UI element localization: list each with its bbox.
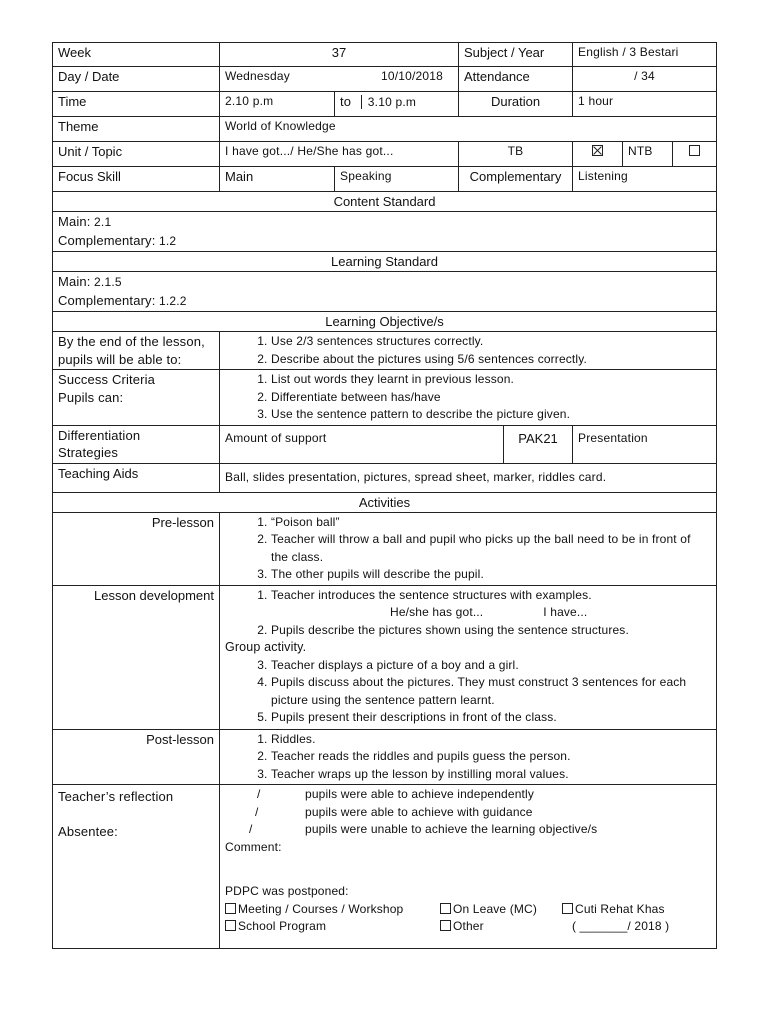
list-item: 4. Pupils discuss about the pictures. They must construct 3 sentences for each picture using the sentence pattern learnt.: [271, 674, 711, 709]
objectives-row: [53, 332, 717, 370]
success-label-1: Success Criteria: [58, 372, 156, 387]
list-item: 3. Use the sentence pattern to describe the picture given.: [271, 406, 711, 424]
theme-label: Theme: [53, 117, 220, 142]
objectives-title: Learning Objective/s: [53, 312, 717, 332]
reflection-text-3: pupils were unable to achieve the learning objective/s: [305, 822, 598, 836]
week-label: Week: [53, 43, 220, 67]
content-standard-title: Content Standard: [53, 192, 717, 212]
pak-label: PAK21: [504, 425, 573, 463]
unit-value: I have got.../ He/She has got...: [220, 142, 459, 167]
date-blank[interactable]: ( _______/ 2018 ): [572, 919, 670, 933]
reflection-line-1: [225, 786, 711, 804]
differentiation-value: Amount of support: [220, 425, 504, 463]
pre-lesson-label: Pre-lesson: [53, 512, 220, 585]
differentiation-label: [53, 425, 220, 463]
day-label: Day / Date: [53, 67, 220, 92]
reflection-label-cell: [53, 785, 220, 949]
reflection-line-3: [225, 821, 711, 839]
success-list: [225, 371, 711, 424]
success-row: [53, 370, 717, 426]
post-lesson-cell: [220, 729, 717, 785]
tb-checked-icon[interactable]: [592, 145, 603, 156]
list-item: 2. Differentiate between has/have: [271, 389, 711, 407]
postponed-options-2: [225, 918, 711, 936]
reflection-line-2: [225, 804, 711, 822]
option-school[interactable]: [225, 918, 440, 936]
time-range-cell: [335, 92, 459, 117]
checkbox-icon[interactable]: [562, 903, 573, 914]
development-list-a: [225, 587, 711, 605]
teaching-aids-value: Ball, slides presentation, pictures, spread sheet, marker, riddles card.: [220, 463, 717, 492]
absentee-label: Absentee:: [58, 823, 118, 839]
pre-lesson-list: [225, 514, 711, 584]
lesson-plan-sheet: [52, 42, 716, 949]
attendance-value: / 34: [573, 67, 717, 92]
list-item: 2. Describe about the pictures using 5/6 sentences correctly.: [271, 351, 711, 369]
option-leave-label: On Leave (MC): [453, 901, 537, 916]
attendance-label: Attendance: [459, 67, 573, 92]
subject-value: English / 3 Bestari: [573, 43, 717, 67]
learning-standard-row: [53, 272, 717, 312]
post-lesson-label: Post-lesson: [53, 729, 220, 785]
slash-mark: /: [255, 804, 259, 819]
learning-standard-cell: [53, 272, 717, 312]
differentiation-label-2: Strategies: [58, 445, 119, 460]
checkbox-icon[interactable]: [440, 903, 451, 914]
reflection-label: Teacher’s reflection: [58, 789, 174, 804]
pak-value: Presentation: [573, 425, 717, 463]
theme-row: [53, 117, 717, 142]
list-item: 1. List out words they learnt in previous lesson.: [271, 371, 711, 389]
checkbox-icon[interactable]: [225, 920, 236, 931]
content-standard-cell: [53, 212, 717, 252]
unit-row: [53, 142, 717, 167]
objectives-list: [225, 333, 711, 368]
ls-main-label: Main:: [58, 274, 91, 289]
pre-lesson-row: [53, 512, 717, 585]
success-label-2: Pupils can:: [58, 389, 124, 405]
comp-skill-value: Listening: [573, 167, 717, 192]
option-meeting[interactable]: [225, 901, 440, 919]
reflection-row: [53, 785, 717, 949]
lesson-plan-table: [52, 42, 717, 949]
date-value: 10/10/2018: [380, 69, 444, 83]
subject-label: Subject / Year: [459, 43, 573, 67]
lesson-development-label: Lesson development: [53, 585, 220, 729]
activities-title: Activities: [53, 492, 717, 512]
postponed-label: PDPC was postponed:: [225, 884, 349, 898]
to-label: to: [340, 94, 352, 109]
option-cuti-label: Cuti Rehat Khas: [575, 901, 665, 916]
time-start: 2.10 p.m: [220, 92, 335, 117]
objectives-label: [53, 332, 220, 370]
list-item: 5. Pupils present their descriptions in front of the class.: [271, 709, 711, 727]
list-item: 1. Use 2/3 sentences structures correctly.: [271, 333, 711, 351]
reflection-cell: [220, 785, 717, 949]
day-value: Wednesday: [225, 69, 290, 83]
learning-standard-header: [53, 252, 717, 272]
pre-lesson-cell: [220, 512, 717, 585]
objectives-list-cell: [220, 332, 717, 370]
example-a: He/she has got...: [390, 605, 484, 619]
unit-label: Unit / Topic: [53, 142, 220, 167]
ls-comp-label: Complementary:: [58, 292, 156, 308]
list-item: 3. Teacher wraps up the lesson by instilling moral values.: [271, 766, 711, 784]
objectives-header: [53, 312, 717, 332]
development-list-c: [225, 657, 711, 727]
day-date-cell: [220, 67, 459, 92]
list-item: 1. Teacher introduces the sentence structures with examples.: [271, 587, 711, 605]
differentiation-label-1: Differentiation: [58, 427, 141, 443]
option-cuti[interactable]: [562, 902, 665, 916]
sentence-examples: [225, 604, 711, 622]
ntb-label: NTB: [623, 142, 673, 167]
tb-label: TB: [459, 142, 573, 167]
teaching-aids-label: Teaching Aids: [53, 463, 220, 492]
objectives-label-1: By the end of the lesson,: [58, 334, 205, 349]
group-activity-label: Group activity.: [225, 640, 307, 654]
activities-header: [53, 492, 717, 512]
teaching-aids-row: [53, 463, 717, 492]
checkbox-icon[interactable]: [225, 903, 236, 914]
ls-comp-value: 1.2.2: [158, 293, 187, 308]
list-item: 2. Teacher reads the riddles and pupils guess the person.: [271, 748, 711, 766]
lesson-development-cell: [220, 585, 717, 729]
cs-main-label: Main:: [58, 214, 91, 229]
ntb-unchecked-icon[interactable]: [689, 145, 700, 156]
time-end: 3.10 p.m: [361, 95, 416, 109]
slash-mark: /: [257, 787, 261, 801]
time-label: Time: [53, 92, 220, 117]
ls-main-value: 2.1.5: [94, 275, 122, 289]
list-item: 2. Pupils describe the pictures shown using the sentence structures.: [271, 622, 711, 640]
list-item: 2. Teacher will throw a ball and pupil who picks up the ball need to be in front of the class.: [271, 531, 711, 566]
day-row: [53, 67, 717, 92]
duration-label: Duration: [459, 92, 573, 117]
time-row: [53, 92, 717, 117]
tb-checkbox-cell[interactable]: [573, 142, 623, 167]
success-label: [53, 370, 220, 426]
option-leave[interactable]: [440, 901, 562, 919]
comp-skill-label: Complementary: [459, 167, 573, 192]
list-item: 3. Teacher displays a picture of a boy and a girl.: [271, 657, 711, 675]
example-b: I have...: [543, 605, 588, 619]
focus-row: [53, 167, 717, 192]
slash-mark: /: [249, 822, 253, 836]
post-lesson-list: [225, 731, 711, 784]
success-list-cell: [220, 370, 717, 426]
cs-comp-value: 1.2: [158, 233, 177, 248]
lesson-development-row: [53, 585, 717, 729]
learning-standard-title: Learning Standard: [53, 252, 717, 272]
option-school-label: School Program: [238, 919, 327, 933]
week-row: [53, 43, 717, 67]
differentiation-row: [53, 425, 717, 463]
postponed-options-1: [225, 901, 711, 919]
option-other[interactable]: [440, 918, 572, 936]
ntb-checkbox-cell[interactable]: [673, 142, 717, 167]
week-value: 37: [220, 43, 459, 67]
post-lesson-row: [53, 729, 717, 785]
theme-value: World of Knowledge: [220, 117, 717, 142]
focus-label: Focus Skill: [53, 167, 220, 192]
option-other-label: Other: [453, 919, 484, 933]
content-standard-header: [53, 192, 717, 212]
reflection-text-1: pupils were able to achieve independently: [305, 787, 534, 801]
cs-comp-label: Complementary:: [58, 232, 156, 248]
list-item: 3. The other pupils will describe the pupil.: [271, 566, 711, 584]
objectives-label-2: pupils will be able to:: [58, 351, 182, 367]
option-meeting-label: Meeting / Courses / Workshop: [238, 901, 404, 916]
checkbox-icon[interactable]: [440, 920, 451, 931]
list-item: 1. “Poison ball”: [271, 514, 711, 532]
main-skill-label: Main: [220, 167, 335, 192]
comment-label: Comment:: [225, 839, 282, 854]
duration-value: 1 hour: [573, 92, 717, 117]
main-skill-value: Speaking: [335, 167, 459, 192]
list-item: 1. Riddles.: [271, 731, 711, 749]
content-standard-row: [53, 212, 717, 252]
development-list-b: [225, 622, 711, 640]
cs-main-value: 2.1: [94, 215, 112, 229]
reflection-text-2: pupils were able to achieve with guidance: [305, 804, 533, 819]
